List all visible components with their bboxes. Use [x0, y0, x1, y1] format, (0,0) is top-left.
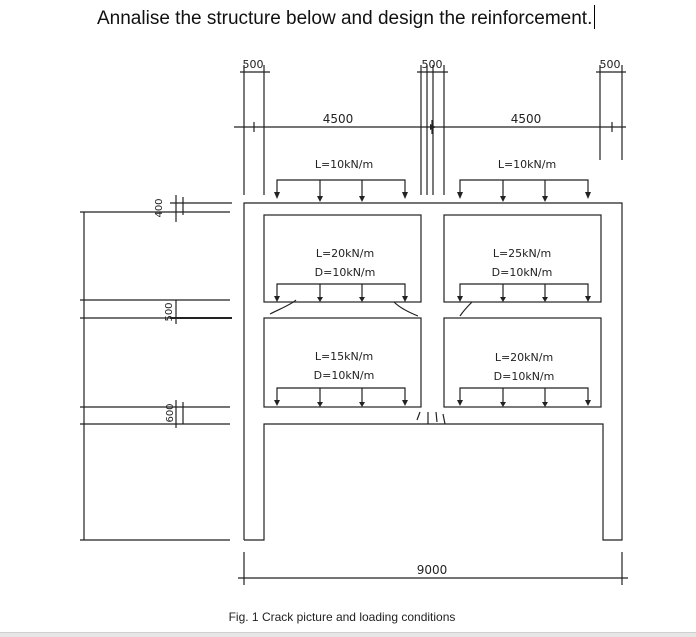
dim-beam-top: 400	[154, 198, 165, 218]
frame-outline	[244, 203, 622, 540]
load-lower-right-live: L=20kN/m	[494, 351, 554, 364]
load-upper-right-dead: D=10kN/m	[491, 266, 553, 279]
dim-beam-mid: 500	[164, 302, 175, 322]
dim-beam-bottom: 600	[165, 403, 176, 423]
load-upper-right-live: L=25kN/m	[492, 247, 552, 260]
page-bottom-rule	[0, 632, 696, 637]
figure-caption	[0, 610, 696, 624]
load-upper-left-live: L=20kN/m	[315, 247, 375, 260]
load-lower-right-dead: D=10kN/m	[493, 370, 555, 383]
beam-depth-dimensions	[80, 195, 232, 540]
load-lower-left-dead: D=10kN/m	[313, 369, 375, 382]
dim-col-right: 500	[599, 58, 621, 71]
load-lower-left-live: L=15kN/m	[314, 350, 374, 363]
load-roof-right: L=10kN/m	[497, 158, 557, 171]
column-dimension-lines	[240, 65, 626, 195]
question-text: Annalise the structure below and design the reinforcement.	[97, 8, 593, 29]
dim-span-left: 4500	[322, 112, 354, 126]
figure-caption-text: Fig. 1 Crack picture and loading conditions	[228, 610, 456, 624]
load-upper-left-dead: D=10kN/m	[314, 266, 376, 279]
load-roof-left: L=10kN/m	[314, 158, 374, 171]
dim-span-right: 4500	[510, 112, 542, 126]
dim-total: 9000	[416, 563, 448, 577]
dim-col-mid: 500	[421, 58, 443, 71]
dim-col-left: 500	[242, 58, 264, 71]
